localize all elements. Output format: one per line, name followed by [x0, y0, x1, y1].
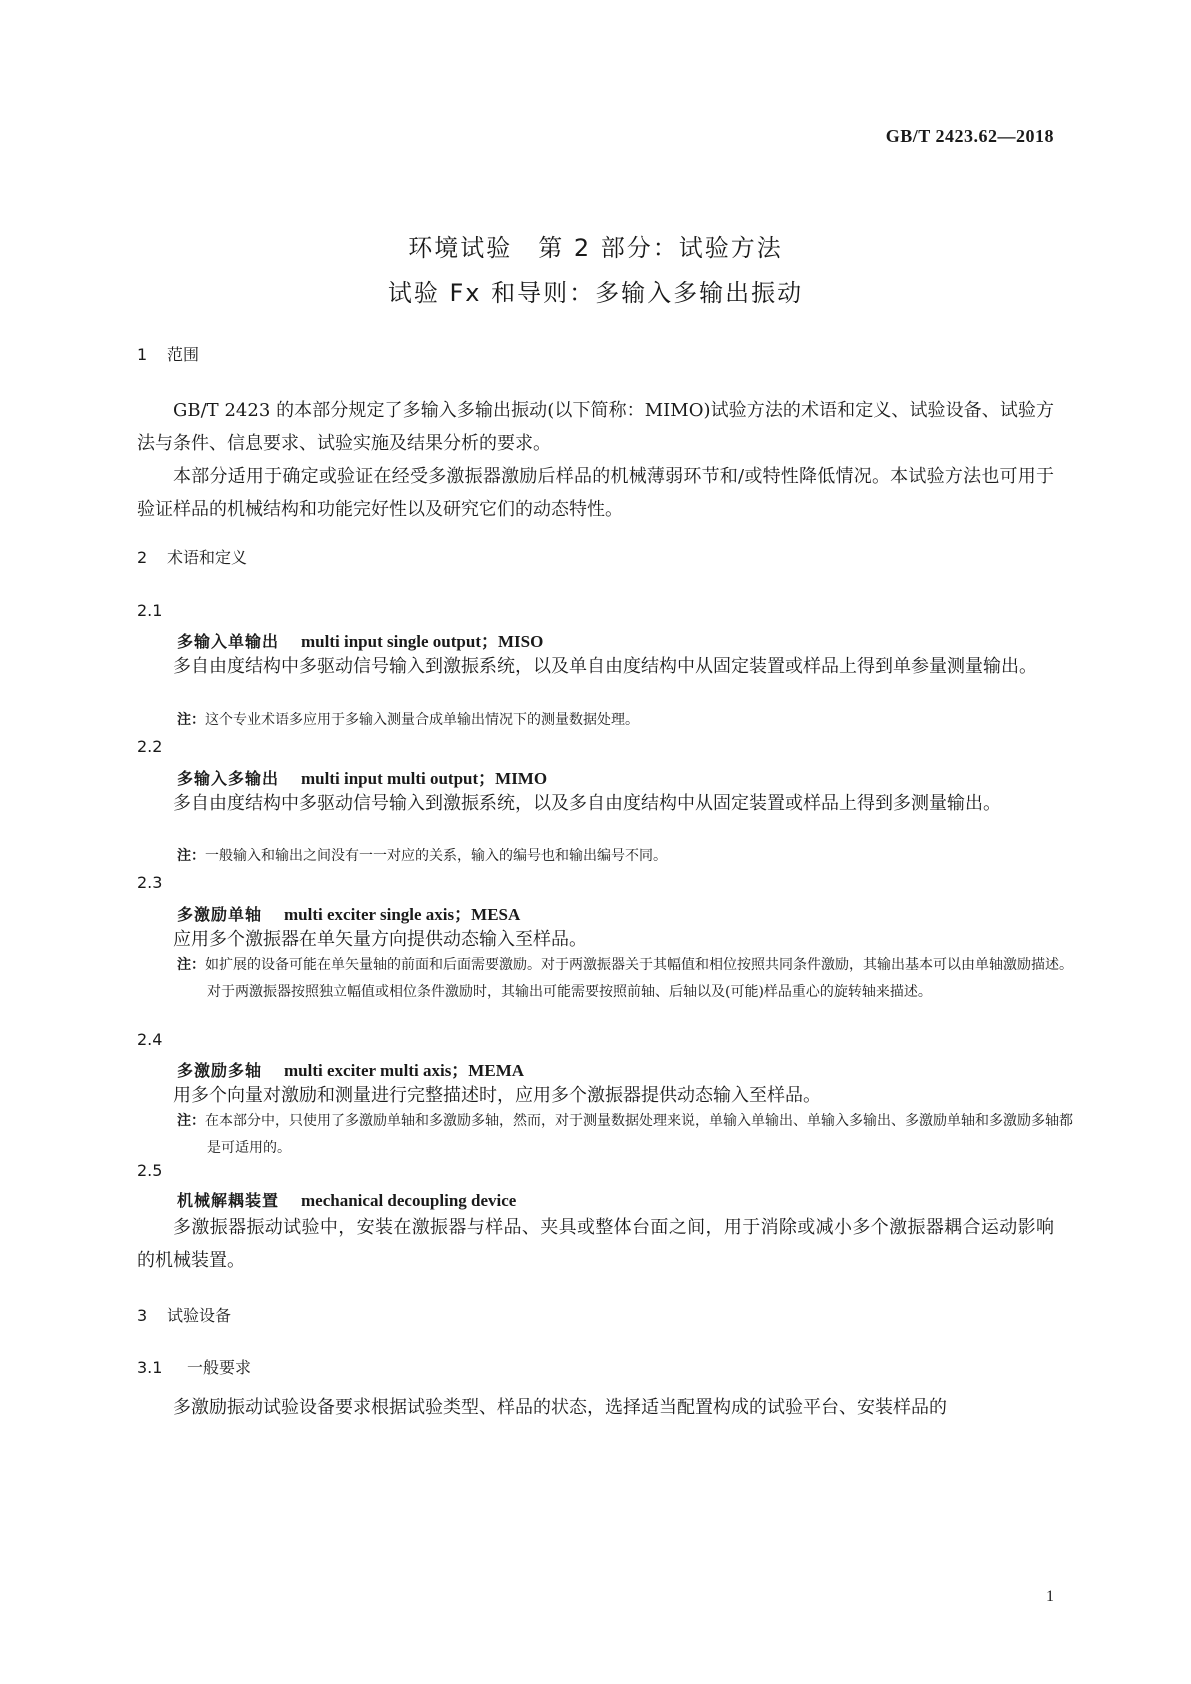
term-title — [177, 627, 543, 652]
term-note — [177, 707, 1054, 734]
term-title — [177, 764, 547, 789]
term-chinese: 多激励多轴 — [177, 1061, 263, 1080]
document-title-line-2: 试验 Fx 和导则：多输入多输出振动 — [387, 279, 804, 307]
document-title-line-1: 环境试验 第 2 部分：试验方法 — [408, 234, 783, 262]
note-text: 在本部分中，只使用了多激励单轴和多激励多轴，然而，对于测量数据处理来说，单输入单输出、单输入多输出、多激励单轴和多激励多轴都是可适用的。 — [205, 1113, 1073, 1156]
term-definition: 多自由度结构中多驱动信号输入到激振系统，以及单自由度结构中从固定装置或样品上得到单参量测量输出。 — [173, 656, 1037, 677]
term-english: multi exciter multi axis；MEMA — [284, 1061, 525, 1080]
section-title: 试验设备 — [167, 1306, 232, 1325]
section-number: 1 — [137, 345, 148, 364]
term-number: 2.3 — [137, 873, 163, 892]
note-text: 如扩展的设备可能在单矢量轴的前面和后面需要激励。对于两激振器关于其幅值和相位按照共同条件激励，其输出基本可以由单轴激励描述。对于两激振器按照独立幅值或相位条件激励时，其输出可能需要按照前轴、后轴以及(可能)样品重心的旋转轴来描述。 — [205, 957, 1073, 1000]
term-definition: 多自由度结构中多驱动信号输入到激振系统，以及多自由度结构中从固定装置或样品上得到多测量输出。 — [173, 793, 1001, 814]
term-chinese: 多输入单输出 — [177, 632, 280, 651]
term-chinese: 多输入多输出 — [177, 769, 280, 788]
section-title: 术语和定义 — [167, 548, 248, 567]
term-note — [177, 952, 1084, 1006]
term-number: 2.5 — [137, 1161, 163, 1180]
section-title: 范围 — [167, 345, 200, 364]
section-3-heading — [137, 1303, 231, 1326]
term-english: multi exciter single axis；MESA — [284, 905, 521, 924]
term-number: 2.4 — [137, 1030, 163, 1049]
term-number: 2.1 — [137, 601, 163, 620]
term-title — [177, 1188, 516, 1211]
term-english: mechanical decoupling device — [301, 1191, 517, 1210]
scope-paragraph-1: GB/T 2423 的本部分规定了多输入多输出振动(以下简称：MIMO)试验方法的术语和定义、试验设备、试验方法与条件、信息要求、试验实施及结果分析的要求。 — [137, 400, 1054, 454]
note-label: 注： — [177, 1113, 205, 1129]
term-note — [177, 1108, 1084, 1162]
term-english: multi input single output；MISO — [301, 632, 544, 651]
standard-number: GB/T 2423.62—2018 — [885, 126, 1054, 146]
note-label: 注： — [177, 848, 205, 864]
scope-paragraph-2: 本部分适用于确定或验证在经受多激振器激励后样品的机械薄弱环节和/或特性降低情况。本试验方法也可用于验证样品的机械结构和功能完好性以及研究它们的动态特性。 — [137, 466, 1054, 520]
note-text: 一般输入和输出之间没有一一对应的关系，输入的编号也和输出编号不同。 — [205, 848, 667, 864]
subsection-number: 3.1 — [137, 1358, 163, 1377]
term-english: multi input multi output；MIMO — [301, 769, 548, 788]
term-title — [177, 900, 520, 925]
note-text: 这个专业术语多应用于多输入测量合成单输出情况下的测量数据处理。 — [205, 712, 639, 728]
term-title — [177, 1056, 524, 1081]
section-number: 3 — [137, 1306, 148, 1325]
note-label: 注： — [177, 957, 205, 973]
section-1-heading — [137, 342, 199, 365]
term-definition: 多激振器振动试验中，安装在激振器与样品、夹具或整体台面之间，用于消除或减小多个激振器耦合运动影响的机械装置。 — [137, 1217, 1054, 1271]
page-number: 1 — [1046, 1588, 1054, 1605]
term-number: 2.2 — [137, 737, 163, 756]
section-number: 2 — [137, 548, 148, 567]
subsection-title: 一般要求 — [187, 1358, 252, 1377]
term-chinese: 机械解耦装置 — [177, 1191, 280, 1210]
requirements-paragraph: 多激励振动试验设备要求根据试验类型、样品的状态，选择适当配置构成的试验平台、安装样品的 — [173, 1397, 947, 1418]
section-2-heading — [137, 545, 247, 568]
note-label: 注： — [177, 712, 205, 728]
term-note — [177, 843, 1054, 870]
term-chinese: 多激励单轴 — [177, 905, 263, 924]
subsection-3-1-heading — [137, 1355, 251, 1378]
term-definition: 应用多个激振器在单矢量方向提供动态输入至样品。 — [173, 929, 587, 950]
term-definition: 用多个向量对激励和测量进行完整描述时，应用多个激振器提供动态输入至样品。 — [173, 1085, 821, 1106]
